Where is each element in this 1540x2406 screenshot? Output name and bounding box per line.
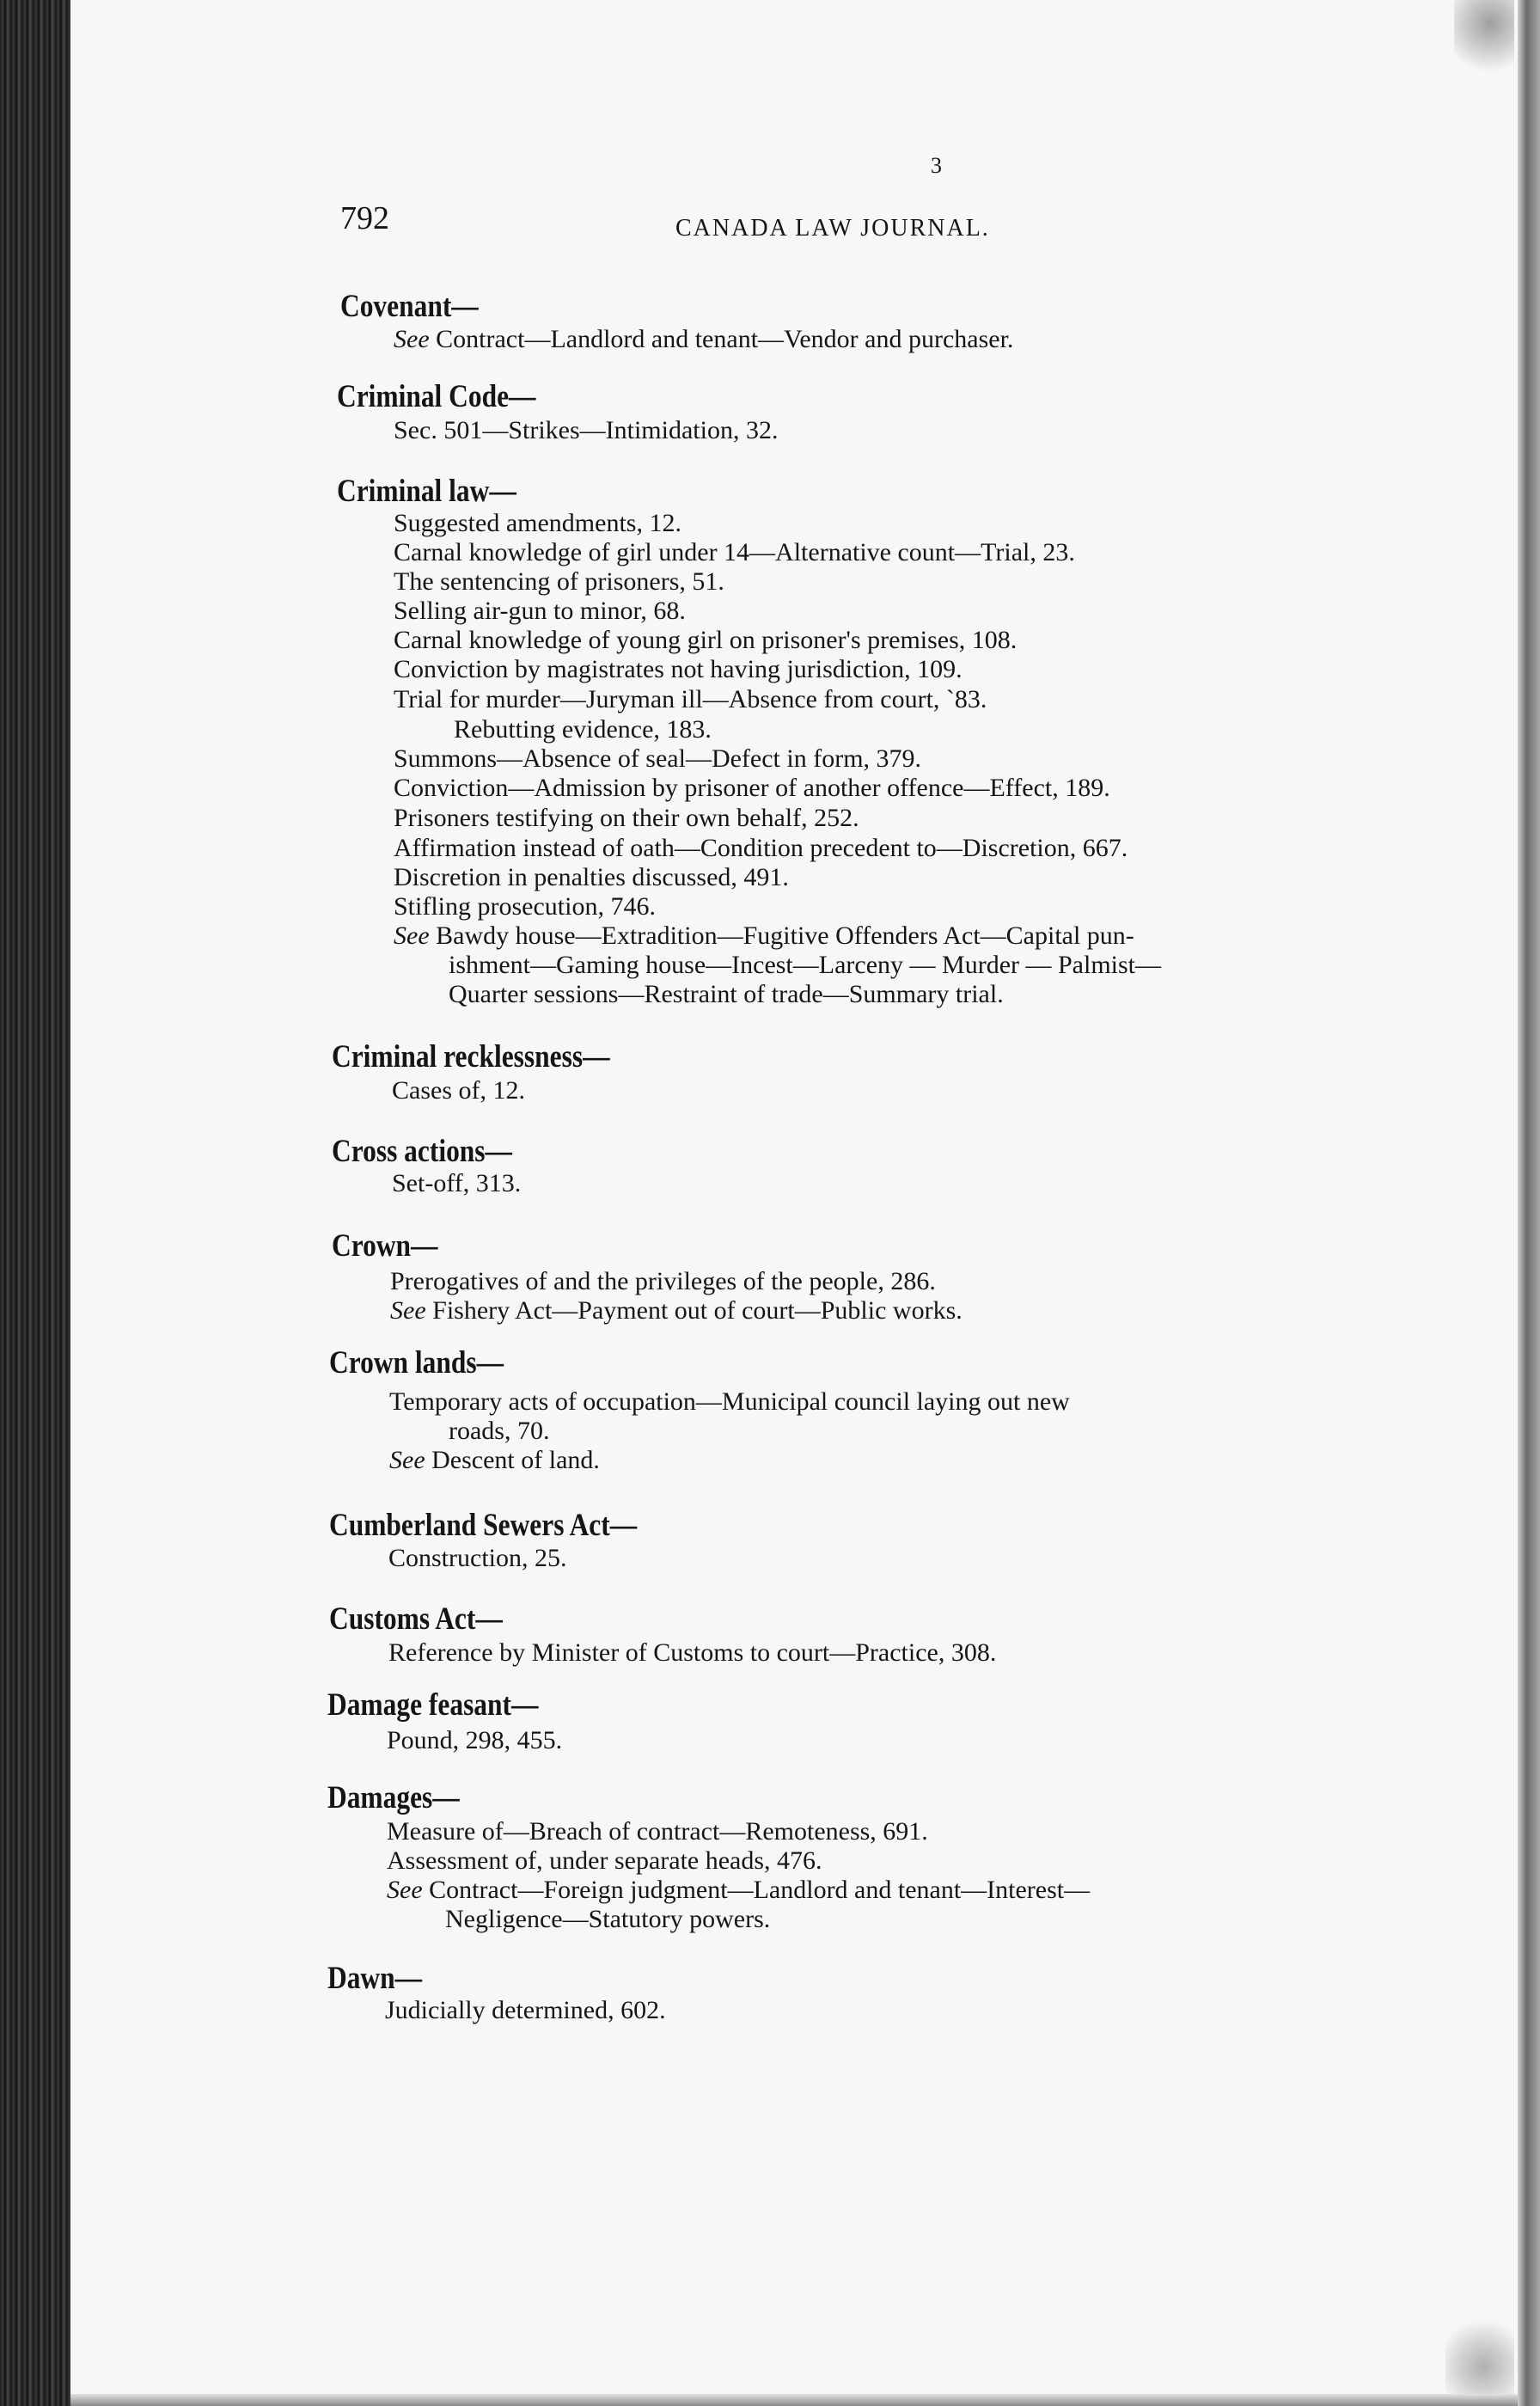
index-line [394, 774, 1110, 803]
index-line [394, 804, 859, 833]
index-line [394, 538, 1075, 567]
index-line-text: Pound, 298, 455. [387, 1726, 563, 1754]
index-line-text: Stifling prosecution, 746. [394, 892, 656, 921]
index-line-text: Carnal knowledge of young girl on prisoner's premises, 108. [394, 626, 1018, 654]
index-line-text: Contract—Landlord and tenant—Vendor and purchaser. [429, 325, 1014, 353]
index-line-text: Carnal knowledge of girl under 14—Alternative count—Trial, 23. [394, 538, 1075, 566]
index-line [388, 1638, 996, 1668]
index-line-text: Cases of, 12. [392, 1076, 525, 1105]
index-line [394, 509, 681, 538]
see-reference-label: See [390, 1296, 426, 1325]
index-line-text: Conviction—Admission by prisoner of another offence—Effect, 189. [394, 774, 1110, 802]
index-heading: Dawn— [327, 1961, 423, 1996]
scan-stain-bottom [1445, 2317, 1514, 2394]
index-heading: Criminal law— [337, 474, 516, 509]
index-line-text: Fishery Act—Payment out of court—Public works. [425, 1296, 962, 1325]
see-reference-label: See [394, 921, 430, 950]
index-line [387, 1726, 562, 1755]
index-line [394, 685, 987, 714]
running-head: CANADA LAW JOURNAL. [675, 215, 990, 242]
scan-stain-top [1454, 0, 1514, 77]
index-line-text: Suggested amendments, 12. [394, 509, 681, 537]
index-line [394, 597, 686, 626]
index-line-text: Summons—Absence of seal—Defect in form, 379. [394, 744, 922, 773]
see-reference-label: See [387, 1876, 423, 1904]
index-line-text: Construction, 25. [388, 1544, 567, 1572]
index-line-text: ishment—Gaming house—Incest—Larceny — Murder — Palmist— [449, 951, 1162, 979]
index-line-text: Discretion in penalties discussed, 491. [394, 863, 789, 891]
index-line-text: roads, 70. [449, 1417, 550, 1445]
index-line [394, 834, 1128, 863]
index-line [389, 1387, 1070, 1417]
index-line [394, 655, 962, 684]
page-number: 792 [340, 200, 389, 236]
index-heading: Cross actions— [332, 1134, 512, 1169]
index-line [394, 626, 1017, 655]
index-line [394, 416, 778, 445]
index-line-text: Selling air-gun to minor, 68. [394, 597, 686, 625]
index-line [392, 1076, 525, 1105]
scan-edge-bottom [70, 2394, 1518, 2406]
index-line [454, 715, 712, 744]
index-line [449, 951, 1161, 980]
index-heading: Cumberland Sewers Act— [329, 1508, 638, 1543]
index-line [394, 744, 921, 774]
index-line [394, 567, 724, 597]
index-line [394, 921, 1134, 951]
index-line-text: Trial for murder—Juryman ill—Absence from court, `83. [394, 685, 987, 713]
index-line-text: Bawdy house—Extradition—Fugitive Offenders Act—Capital pun- [429, 921, 1134, 950]
see-reference-label: See [394, 325, 430, 353]
index-line-text: Assessment of, under separate heads, 476. [387, 1846, 822, 1875]
index-line-text: Prerogatives of and the privileges of the people, 286. [390, 1267, 936, 1295]
index-heading: Crown lands— [329, 1345, 504, 1381]
index-heading: Criminal Code— [337, 379, 536, 414]
index-line [449, 980, 1004, 1009]
index-heading: Customs Act— [329, 1601, 503, 1637]
index-heading: Covenant— [340, 289, 479, 324]
index-line [394, 325, 1013, 354]
index-line [449, 1417, 549, 1446]
index-line-text: Descent of land. [425, 1446, 600, 1474]
index-heading: Crown— [332, 1228, 438, 1264]
index-line [390, 1296, 962, 1325]
index-line-text: Measure of—Breach of contract—Remoteness, 691. [387, 1817, 928, 1846]
index-heading: Criminal recklessness— [332, 1039, 610, 1074]
index-line-text: Temporary acts of occupation—Municipal council laying out new [389, 1387, 1070, 1416]
index-line-text: Contract—Foreign judgment—Landlord and tenant—Interest— [422, 1876, 1091, 1904]
scan-edge-left [0, 0, 70, 2406]
index-line [394, 892, 656, 921]
index-line-text: Conviction by magistrates not having jurisdiction, 109. [394, 655, 962, 683]
index-line [389, 1446, 600, 1475]
index-line-text: Affirmation instead of oath—Condition precedent to—Discretion, 667. [394, 834, 1128, 862]
index-line-text: The sentencing of prisoners, 51. [394, 567, 724, 596]
index-heading: Damage feasant— [327, 1687, 539, 1723]
index-line [387, 1846, 822, 1876]
index-line-text: Judicially determined, 602. [385, 1996, 666, 2024]
index-line [394, 863, 789, 892]
index-line [390, 1267, 936, 1296]
scan-edge-right [1518, 0, 1540, 2406]
index-line [387, 1817, 928, 1846]
index-line-text: Quarter sessions—Restraint of trade—Summary trial. [449, 980, 1004, 1008]
page-mark: 3 [931, 153, 942, 178]
index-heading: Damages— [327, 1780, 460, 1815]
index-line [385, 1996, 666, 2025]
index-line-text: Sec. 501—Strikes—Intimidation, 32. [394, 416, 779, 444]
index-line-text: Set-off, 313. [392, 1169, 522, 1197]
index-line [392, 1169, 521, 1198]
index-line-text: Reference by Minister of Customs to court—Practice, 308. [388, 1638, 997, 1667]
see-reference-label: See [389, 1446, 425, 1474]
index-line [387, 1876, 1090, 1905]
index-line-text: Prisoners testifying on their own behalf, 252. [394, 804, 859, 832]
index-line-text: Rebutting evidence, 183. [454, 715, 712, 744]
index-line [388, 1544, 567, 1573]
index-line-text: Negligence—Statutory powers. [445, 1905, 771, 1933]
index-line [445, 1905, 770, 1934]
